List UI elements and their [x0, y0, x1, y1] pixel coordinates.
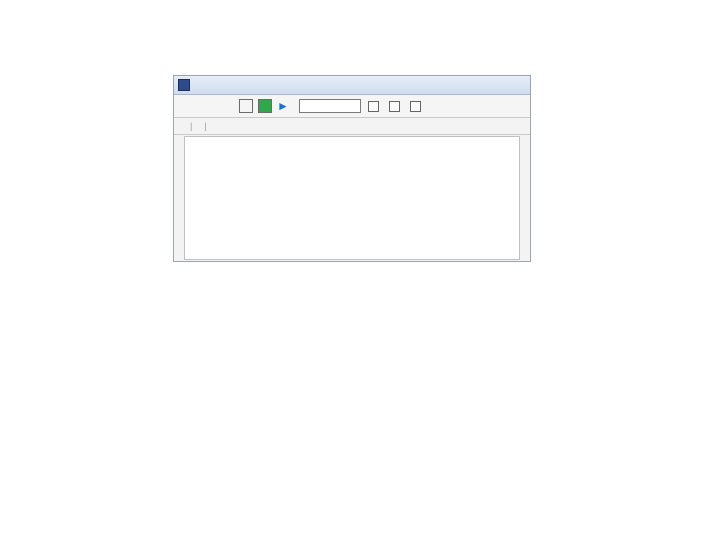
solver-toolbar: [174, 95, 530, 118]
excel-icon[interactable]: [258, 99, 272, 113]
ode-solver-window: [173, 75, 531, 262]
report-checkbox[interactable]: [410, 101, 424, 112]
settings-icon[interactable]: [239, 99, 253, 113]
report-box[interactable]: [410, 101, 421, 112]
slide-title: [164, 4, 564, 30]
equation-editor[interactable]: [184, 136, 520, 260]
method-select[interactable]: [299, 99, 361, 113]
status-bar: | |: [174, 118, 530, 135]
solve-arrow-icon[interactable]: ►: [277, 99, 289, 113]
graph-box[interactable]: [389, 101, 400, 112]
table-box[interactable]: [368, 101, 379, 112]
graph-checkbox[interactable]: [389, 101, 403, 112]
table-checkbox[interactable]: [368, 101, 382, 112]
window-titlebar[interactable]: [174, 76, 530, 95]
app-icon: [178, 79, 190, 91]
